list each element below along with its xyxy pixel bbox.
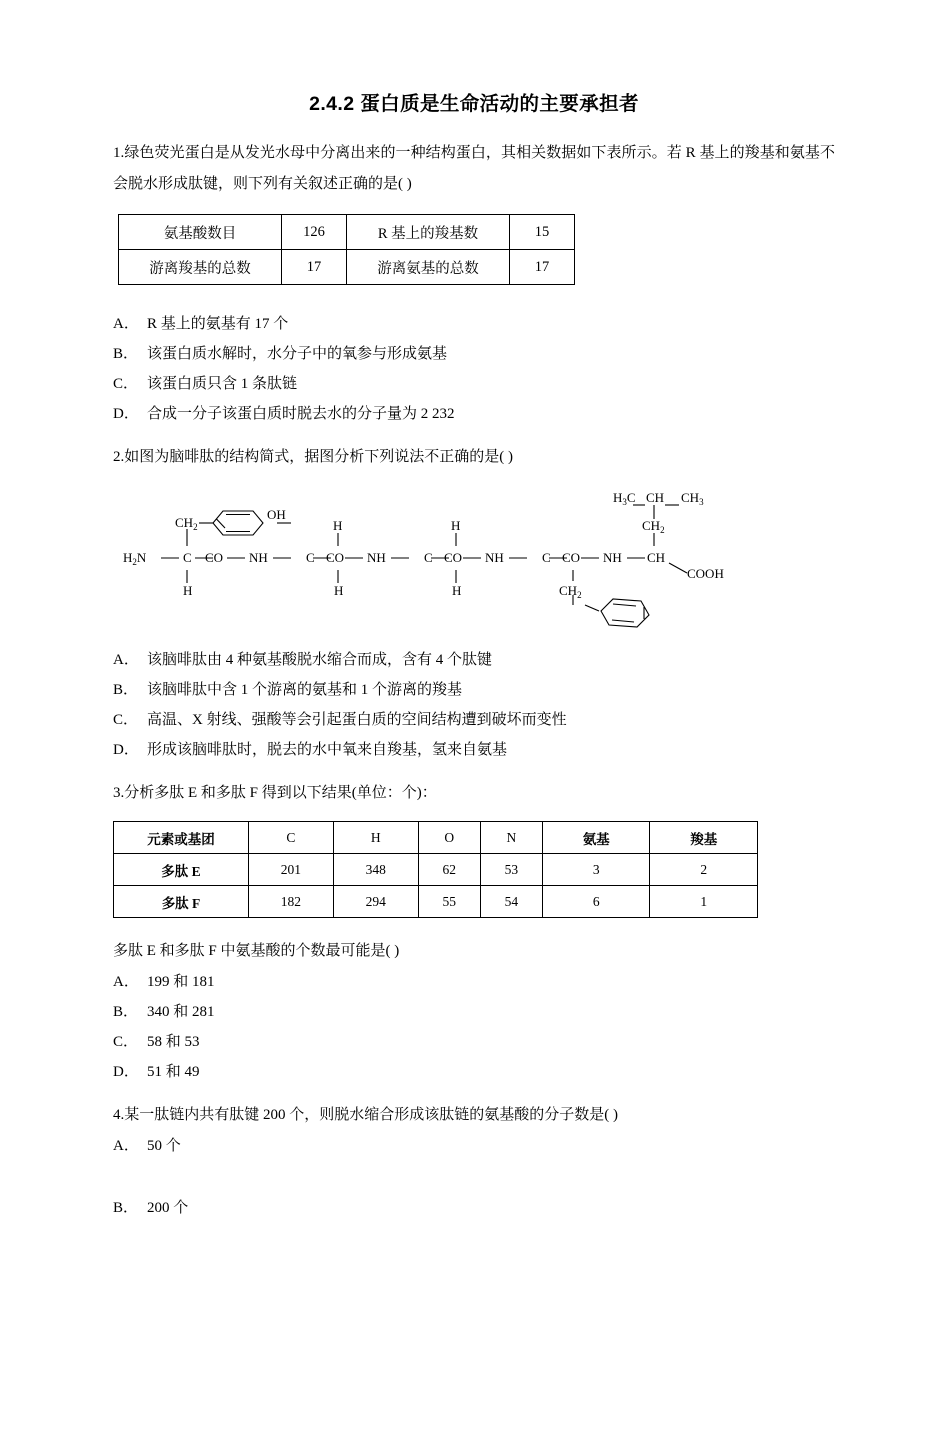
question-1-choice-a [113,309,835,339]
label-co2: CO [326,550,345,565]
table-cell: 多肽 E [114,854,249,886]
label-ch: CH [647,550,666,565]
table-header-cell: H [333,822,418,854]
table-header-cell: C [249,822,334,854]
question-3-choice-a [113,967,835,997]
choice-label: A． [113,1138,139,1154]
choice-label: C． [113,1034,139,1050]
question-1-choice-d [113,399,835,429]
label-ch3: $CH_3$ [681,490,704,507]
choice-text: 该蛋白质只含 1 条肽链 [147,376,298,392]
choice-label: A． [113,974,139,990]
table-cell: 53 [480,854,542,886]
label-h-top-3: H [451,518,461,533]
table-cell: 15 [510,215,575,250]
table-header-cell: O [418,822,480,854]
question-3-choice-c [113,1027,835,1057]
table-cell: 氨基酸数目 [119,215,282,250]
table-cell: 62 [418,854,480,886]
table-cell: 1 [650,886,758,918]
table-cell: 6 [542,886,650,918]
question-3-stem: 3.分析多肽 E 和多肽 F 得到以下结果(单位：个)： [113,785,437,801]
table-header-cell: 羧基 [650,822,758,854]
choice-text: 200 个 [147,1200,189,1216]
question-4-stem: 4.某一肽链内共有肽键 200 个，则脱水缩合形成该肽链的氨基酸的分子数是( ) [113,1107,618,1123]
choice-label: C． [113,376,139,392]
choice-label: C． [113,712,139,728]
choice-text: 340 和 281 [147,1004,215,1020]
label-oh: OH [267,507,286,522]
question-2-stem: 2.如图为脑啡肽的结构简式，据图分析下列说法不正确的是( ) [113,449,513,465]
table-cell: 54 [480,886,542,918]
choice-text: R 基上的氨基有 17 个 [147,316,289,332]
label-cooh: COOH [687,566,724,581]
question-1-choice-b [113,339,835,369]
table-cell: 294 [333,886,418,918]
choice-text: 形成该脑啡肽时，脱去的水中氧来自羧基，氢来自氨基 [147,742,508,758]
choice-text: 199 和 181 [147,974,215,990]
table-cell: 17 [282,250,347,285]
label-nh3: NH [485,550,504,565]
choice-label: B． [113,1004,139,1020]
choice-label: B． [113,682,139,698]
label-co3: CO [444,550,463,565]
table-cell: 55 [418,886,480,918]
choice-label: A． [113,652,139,668]
choice-label: D． [113,742,139,758]
label-c4: C [542,550,551,565]
page-title: 2.4.2 蛋白质是生命活动的主要承担者 [309,93,639,115]
table-row [119,215,575,250]
question-1-choice-c [113,369,835,399]
table-cell: 126 [282,215,347,250]
label-c1: C [183,550,192,565]
table-cell: 2 [650,854,758,886]
label-h-bot-1: H [183,583,193,598]
choice-text: 该脑啡肽中含 1 个游离的氨基和 1 个游离的羧基 [147,682,463,698]
label-h-top-2: H [333,518,343,533]
table-row [119,250,575,285]
label-nh4: NH [603,550,622,565]
table-header-cell: 氨基 [542,822,650,854]
choice-label: D． [113,1064,139,1080]
choice-text: 高温、X 射线、强酸等会引起蛋白质的空间结构遭到破坏而变性 [147,712,567,728]
document-page [0,88,950,1432]
question-2-choice-a [113,645,835,675]
choice-text: 该脑啡肽由 4 种氨基酸脱水缩合而成，含有 4 个肽键 [147,652,493,668]
question-3-sub-stem: 多肽 E 和多肽 F 中氨基酸的个数最可能是( ) [113,943,400,959]
choice-text: 该蛋白质水解时，水分子中的氧参与形成氨基 [147,346,448,362]
label-h-bot-2: H [334,583,344,598]
table-cell: 348 [333,854,418,886]
label-c2: C [306,550,315,565]
table-cell: 3 [542,854,650,886]
question-2-choice-b [113,675,835,705]
choice-text: 51 和 49 [147,1064,200,1080]
question-2-choice-c [113,705,835,735]
label-h-bot-3: H [452,583,462,598]
label-nh2: NH [367,550,386,565]
table-header-row [114,822,758,854]
label-ch2-a: $CH_2$ [175,515,198,532]
table-cell: 多肽 F [114,886,249,918]
question-1-table [118,214,575,285]
choice-label: A． [113,316,139,332]
question-2-choice-d [113,735,835,765]
choice-text: 50 个 [147,1138,181,1154]
table-row [114,886,758,918]
question-3-table [113,821,758,918]
table-cell: R 基上的羧基数 [347,215,510,250]
label-ch-top: CH [646,490,665,505]
choice-text: 合成一分子该蛋白质时脱去水的分子量为 2 232 [147,406,455,422]
question-3-choice-d [113,1057,835,1087]
question-3-choice-b [113,997,835,1027]
question-4-choice-b [113,1193,835,1223]
question-1-stem: 1.绿色荧光蛋白是从发光水母中分离出来的一种结构蛋白，其相关数据如下表所示。若 R 基上的羧基和氨基不会脱水形成肽键，则下列有关叙述正确的是( ) [113,145,835,192]
label-nh1: NH [249,550,268,565]
table-cell: 182 [249,886,334,918]
table-cell: 17 [510,250,575,285]
label-co4: CO [562,550,581,565]
choice-text: 58 和 53 [147,1034,200,1050]
label-c3: C [424,550,433,565]
label-ch2-b: $CH_2$ [642,518,665,535]
label-h2n: $H_2N$ [123,550,147,567]
table-cell: 游离羧基的总数 [119,250,282,285]
label-ch2-c: $CH_2$ [559,583,582,600]
table-cell: 201 [249,854,334,886]
choice-label: D． [113,406,139,422]
table-row [114,854,758,886]
choice-label: B． [113,346,139,362]
question-4-choice-a [113,1131,835,1161]
table-header-cell: 元素或基团 [114,822,249,854]
label-h3c: $H_3C$ [613,490,636,507]
table-header-cell: N [480,822,542,854]
choice-label: B． [113,1200,139,1216]
label-co1: CO [205,550,224,565]
table-cell: 游离氨基的总数 [347,250,510,285]
enkephalin-structure-diagram [113,483,835,633]
